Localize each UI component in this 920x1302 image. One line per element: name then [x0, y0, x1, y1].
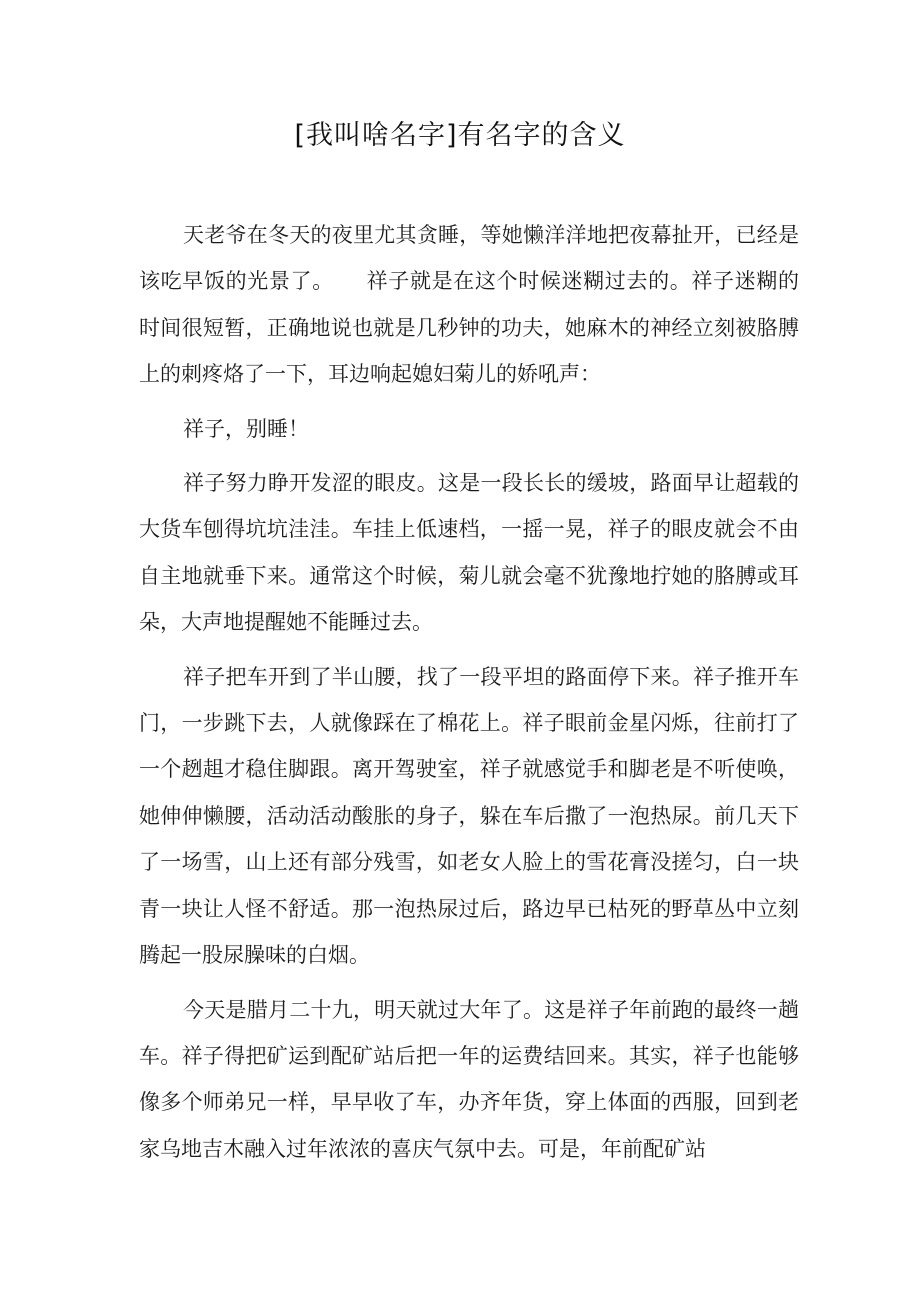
paragraph-1: 天老爷在冬天的夜里尤其贪睡，等她懒洋洋地把夜幕扯开，已经是该吃早饭的光景了。 祥子就是在这个时候迷糊过去的。祥子迷糊的时间很短暂，正确地说也就是几秒钟的功夫，她麻木的神经立刻被胳膊上的刺疼烙了一下，耳边响起媳妇菊儿的娇吼声： — [139, 223, 799, 387]
paragraph-2: 祥子，别睡！ — [183, 416, 309, 441]
document-title: [我叫啥名字]有名字的含义 — [294, 120, 626, 151]
paragraph-5: 今天是腊月二十九，明天就过大年了。这是祥子年前跑的最终一趟车。祥子得把矿运到配矿站后把一年的运费结回来。其实，祥子也能够像多个师弟兄一样，早早收了车，办齐年货，穿上体面的西服，回到老家乌地吉木融入过年浓浓的喜庆气氛中去。可是，年前配矿站 — [139, 997, 799, 1161]
paragraph-4: 祥子把车开到了半山腰，找了一段平坦的路面停下来。祥子推开车门，一步跳下去，人就像踩在了棉花上。祥子眼前金星闪烁，往前打了一个趔趄才稳住脚跟。离开驾驶室，祥子就感觉手和脚老是不听使唤，她伸伸懒腰，活动活动酸胀的身子，躲在车后撒了一泡热尿。前几天下了一场雪，山上还有部分残雪，如老女人脸上的雪花膏没搓匀，白一块青一块让人怪不舒适。那一泡热尿过后，路边早已枯死的野草丛中立刻腾起一股尿臊味的白烟。 — [139, 664, 799, 968]
document-body — [139, 212, 799, 1172]
paragraph-3: 祥子努力睁开发涩的眼皮。这是一段长长的缓坡，路面早让超载的大货车刨得坑坑洼洼。车挂上低速档，一摇一晃，祥子的眼皮就会不由自主地就垂下来。通常这个时候，菊儿就会毫不犹豫地拧她的胳膊或耳朵，大声地提醒她不能睡过去。 — [139, 471, 799, 635]
